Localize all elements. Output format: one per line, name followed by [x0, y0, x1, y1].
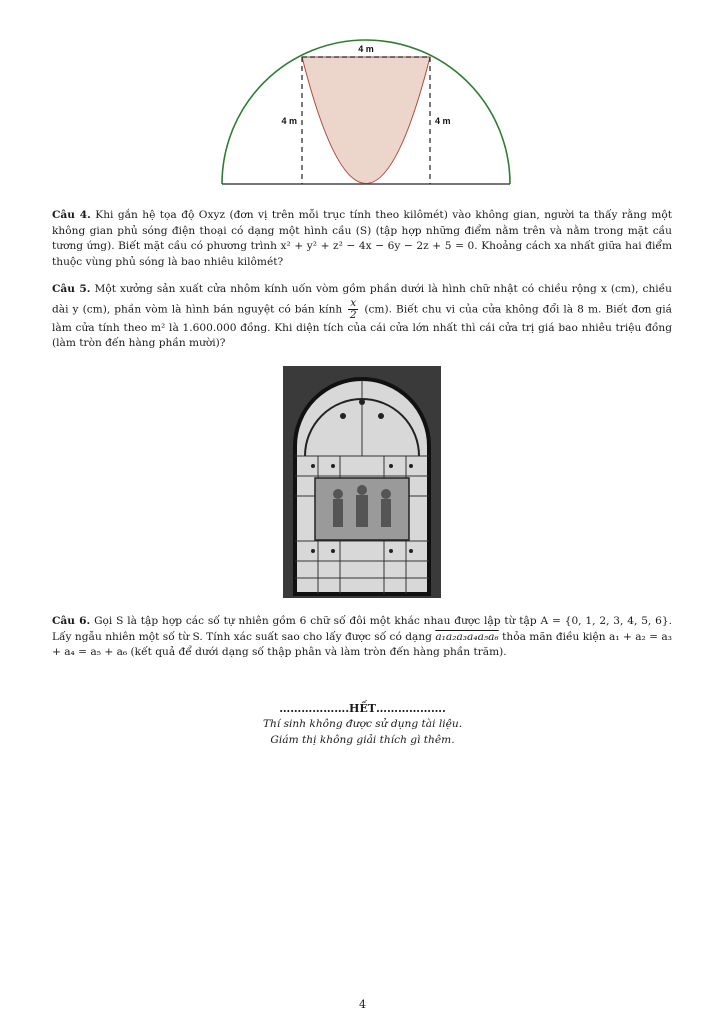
question-6 — [52, 614, 672, 661]
question-4 — [52, 208, 672, 270]
label-left: 4 m — [281, 116, 297, 126]
fraction-numerator: x — [350, 296, 357, 309]
label-right: 4 m — [435, 116, 451, 126]
overlined-number: a₁a₂a₃a₄a₅a₆ — [435, 630, 499, 643]
question-5 — [52, 282, 672, 352]
question-4-label: Câu 4. — [52, 209, 91, 221]
question-6-label: Câu 6. — [52, 615, 91, 627]
question-6-text-b: thỏa mãn điều kiện a₁ + a₂ = a₃ + a₄ = a₅ + a₆ (kết quả để dưới dạng số thập phân và làm tròn đến hàng phần trăm). — [52, 630, 672, 659]
question-4-text: Khi gắn hệ tọa độ Oxyz (đơn vị trên mỗi trục tính theo kilômét) vào không gian, người ta thấy rằng một không gian phủ sóng điện thoại có dạng một hình cầu (S) (tập hợp những điểm nằm trên và nằm trong mặt cầu tương ứng). Biết mặt cầu có phương trình x² + y² + z² − 4x − 6y − 2z + 5 = 0. Khoảng cách xa nhất giữa hai điểm thuộc vùng phủ sóng là bao nhiêu kilômét? — [52, 209, 672, 268]
label-top: 4 m — [358, 44, 374, 54]
scene-figures — [333, 485, 391, 527]
question-5-text-a: Một xưởng sản xuất cửa nhôm kính uốn vòm gồm phần dưới là hình chữ nhật có chiều rộng x (cm), chiều dài y (cm), phần vòm là hình bán nguyệt có bán kính — [52, 283, 672, 316]
parabola-region — [302, 57, 430, 184]
fraction-denominator: 2 — [349, 308, 357, 321]
semicircle-parabola-figure — [215, 38, 515, 188]
question-5-text-b: (cm). Biết chu vi của cửa không đổi là 8 m. Biết đơn giá làm cửa tính theo m² là 1.600.000 đồng. Khi diện tích của cái cửa lớn nhất thì cái cửa trị giá bao nhiêu triệu đồng (làm tròn đến hàng phần mười)? — [52, 303, 672, 350]
note-no-documents: Thí sinh không được sử dụng tài liệu. — [262, 718, 463, 730]
note-no-explanation: Giám thị không giải thích gì thêm. — [270, 734, 455, 746]
page-number: 4 — [359, 998, 366, 1011]
radius-fraction — [348, 298, 358, 321]
question-5-label: Câu 5. — [52, 283, 91, 295]
question-6-text-a: Gọi S là tập hợp các số tự nhiên gồm 6 chữ số đôi một khác nhau được lập từ tập A = {0, 1, 2, 3, 4, 5, 6}. Lấy ngẫu nhiên một số từ S. Tính xác suất sao cho lấy được số có dạng — [52, 615, 672, 643]
arched-window-photo — [283, 366, 441, 598]
end-marker: ……………….HẾT………………. — [279, 702, 446, 715]
